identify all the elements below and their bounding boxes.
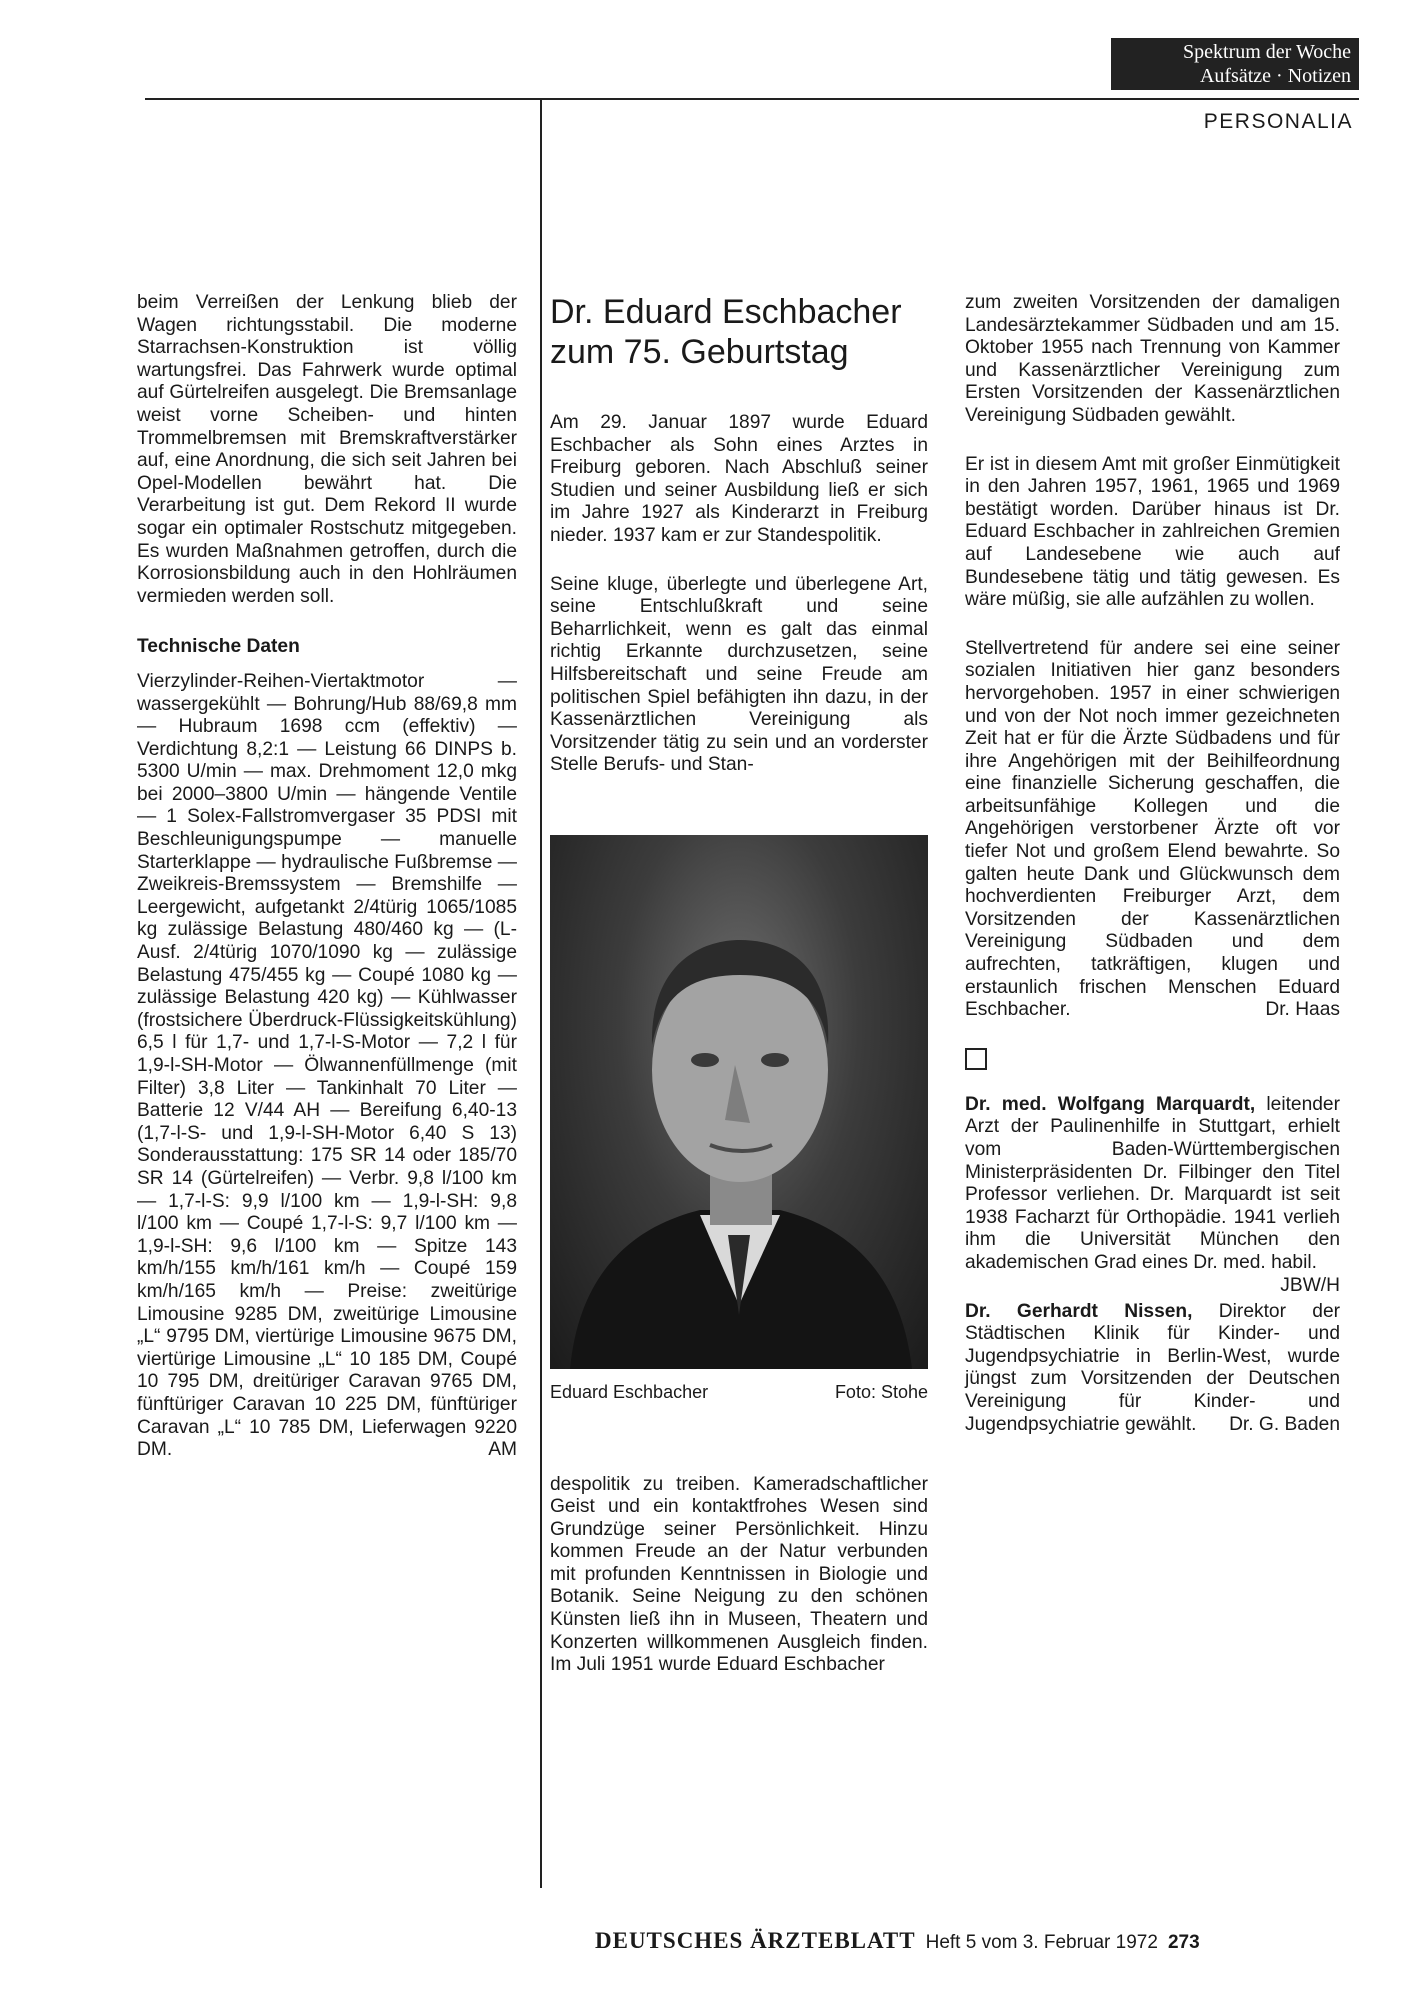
article-title	[550, 292, 928, 372]
column-right	[965, 292, 1340, 1436]
portrait-illustration	[550, 835, 928, 1369]
author-signature: JBW/H	[1280, 1274, 1340, 1296]
header-badge	[1111, 38, 1359, 90]
article-text: Stellvertretend für andere sei eine seiner sozialen Initiativen hier ganz besonders hervorgehoben. 1957 in einer schwierigen und von der Not noch immer gezeichneten Zeit hat er für die Ärzte Südbadens und für ihre Angehörigen mit der Beihilfeordnung eine finanzielle Sicherung geschaffen, die arbeitsunfähige Kollegen und die Angehörigen verstorbener Ärzte oft vor tiefer Not und großem Elend bewahrte. So galten heute Dank und Glückwunsch dem hochverdienten Freiburger Arzt, dem Vorsitzenden der Kassenärztlichen Vereinigung Südbaden und dem aufrechten, tatkräftigen, klugen und erstaunlich frischen Menschen Eduard Eschbacher.	[965, 637, 1340, 1021]
page-number: 273	[1167, 1932, 1200, 1953]
issue-info: Heft 5 vom 3. Februar 1972	[925, 1932, 1158, 1953]
caption-credit: Foto: Stohe	[834, 1381, 928, 1402]
article-paragraph: despolitik zu treiben. Kameradschaftlicher Geist und ein kontaktfrohes Wesen sind Grundzüge seiner Persönlichkeit. Hinzu kommen Freude an der Natur verbunden mit profunden Kenntnissen in Biologie und Botanik. Seine Neigung zu den schönen Künsten ließ ihn in Museen, Theatern und Konzerten willkommenen Ausgleich finden. Im Juli 1951 wurde Eduard Eschbacher	[550, 1473, 928, 1676]
author-signature: Dr. Haas	[1265, 999, 1340, 1021]
publication-name: DEUTSCHES ÄRZTEBLATT	[595, 1928, 916, 1953]
title-line-2: zum 75. Geburtstag	[550, 333, 849, 371]
page-footer	[595, 1928, 1355, 1954]
personalia-note	[965, 1093, 1340, 1296]
column-middle	[550, 292, 928, 1677]
article-paragraph: zum zweiten Vorsitzenden der damaligen Landesärztekammer Südbaden und am 15. Oktober 1955 nach Trennung von Kammer und Kassenärztlicher Vereinigung zum Ersten Vorsitzenden der Kassenärztlichen Vereinigung Südbaden gewählt.	[965, 292, 1340, 426]
title-line-1: Dr. Eduard Eschbacher	[550, 293, 902, 331]
section-label: PERSONALIA	[1203, 110, 1353, 133]
caption-name: Eduard Eschbacher	[550, 1381, 709, 1402]
badge-line-1: Spektrum der Woche	[1183, 41, 1351, 63]
note-text: Direktor der Städtischen Klinik für Kinder- und Jugendpsychiatrie in Berlin-West, wurde jüngst zum Vorsitzenden der Deutschen Vereinigung für Kinder- und Jugendpsychiatrie gewählt.	[965, 1300, 1341, 1435]
article-paragraph: Er ist in diesem Amt mit großer Einmütigkeit in den Jahren 1957, 1961, 1965 und 1969 bestätigt worden. Darüber hinaus ist Dr. Eduard Eschbacher in zahlreichen Gremien auf Landesebene wie auch auf Bundesebene tätig und tätig gewesen. Es wäre müßig, sie alle aufzählen zu wollen.	[965, 453, 1340, 611]
technical-data-heading: Technische Daten	[137, 636, 300, 658]
photo-caption	[550, 1381, 928, 1404]
note-text: leitender Arzt der Paulinenhilfe in Stuttgart, erhielt vom Baden-Württembergischen Ministerpräsidenten Dr. Filbinger den Titel Professor verliehen. Dr. Marquardt ist seit 1938 Facharzt für Orthopädie. 1941 verlieh ihm die Universität München den akademischen Grad eines Dr. med. habil.	[965, 1093, 1340, 1273]
personalia-note	[965, 1301, 1340, 1437]
technical-data-text: Vierzylinder-Reihen-Viertaktmotor — wassergekühlt — Bohrung/Hub 88/69,8 mm — Hubraum 1698 ccm (effektiv) — Verdichtung 8,2:1 — Leistung 66 DINPS b. 5300 U/min — max. Drehmoment 12,0 mkg bei 2000–3800 U/min — hängende Ventile — 1 Solex-Fallstromvergaser 35 PDSI mit Beschleunigungspumpe — manuelle Starterklappe — hydraulische Fußbremse — Zweikreis-Bremssystem — Bremshilfe — Leergewicht, aufgetankt 2/4türig 1065/1085 kg zulässige Belastung 480/460 kg — (L-Ausf. 2/4türig 1070/1090 kg — zulässige Belastung 475/455 kg — Coupé 1080 kg — zulässige Belastung 420 kg) — Kühlwasser (frostsichere Überdruck-Flüssigkeitskühlung) 6,5 l für 1,7- und 1,7-l-S-Motor — 7,2 l für 1,9-l-SH-Motor — Ölwannenfüllmenge (mit Filter) 3,8 Liter — Tankinhalt 70 Liter — Batterie 12 V/44 AH — Bereifung 6,40-13 (1,7-l-S- und 1,9-l-SH-Motor 6,40 S 13) Sonderausstattung: 175 SR 14 oder 185/70 SR 14 (Gürtelreifen) — Verbr. 9,8 l/100 km — 1,7-l-S: 9,9 l/100 km — 1,9-l-SH: 9,8 l/100 km — Coupé 1,7-l-S: 9,7 l/100 km — 1,9-l-SH: 9,6 l/100 km — Spitze 143 km/h/155 km/h/161 km/h — Coupé 159 km/h/165 km/h — Preise: zweitürige Limousine 9285 DM, zweitürige Limousine „L“ 9795 DM, viertürige Limousine 9675 DM, viertürige Limousine „L“ 10 185 DM, Coupé 10 795 DM, dreitüriger Caravan 9765 DM, fünftüriger Caravan 10 225 DM, fünftüriger Caravan „L“ 10 785 DM, Lieferwagen 9220 DM.	[137, 670, 517, 1461]
portrait-photo	[550, 835, 928, 1369]
article-paragraph: Seine kluge, überlegte und überlegene Art, seine Entschlußkraft und seine Beharrlichkeit, wenn es galt das einmal richtig Erkannte durchzusetzen, seine Hilfsbereitschaft und seine Freude am politischen Spiel befähigten ihn dazu, in der Kassenärztlichen Vereinigung als Vorsitzender tätig zu sein und an vorderster Stelle Berufs- und Stan-	[550, 573, 928, 776]
column-divider	[540, 98, 542, 1888]
badge-line-2: Aufsätze · Notizen	[1199, 65, 1351, 87]
author-signature: Dr. G. Baden	[1229, 1413, 1340, 1435]
header-rule	[145, 98, 1359, 100]
end-of-article-box	[965, 1048, 987, 1070]
person-name: Dr. med. Wolfgang Marquardt,	[965, 1093, 1256, 1115]
article-paragraph: Am 29. Januar 1897 wurde Eduard Eschbacher als Sohn eines Arztes in Freiburg geboren. Nach Abschluß seiner Studien und seiner Ausbildung ließ er sich im Jahre 1927 als Kinderarzt in Freiburg nieder. 1937 kam er zur Standespolitik.	[550, 412, 928, 546]
car-review-paragraph: beim Verreißen der Lenkung blieb der Wagen richtungsstabil. Die moderne Starrachsen-Konstruktion ist völlig wartungsfrei. Das Fahrwerk wurde optimal auf Gürtelreifen ausgelegt. Die Bremsanlage weist vorne Scheiben- und hinten Trommelbremsen mit Bremskraftverstärker auf, eine Anordnung, die sich seit Jahren bei Opel-Modellen bewährt hat. Die Verarbeitung ist gut. Dem Rekord II wurde sogar ein optimaler Rostschutz mitgegeben. Es wurden Maßnahmen getroffen, durch die Korrosionsbildung auch in den Hohlräumen vermieden werden soll.	[137, 292, 517, 607]
column-left	[137, 292, 517, 1462]
person-name: Dr. Gerhardt Nissen,	[965, 1300, 1193, 1322]
author-signature: AM	[488, 1439, 517, 1461]
technical-data-paragraph	[137, 671, 517, 1462]
article-paragraph	[965, 638, 1340, 1022]
